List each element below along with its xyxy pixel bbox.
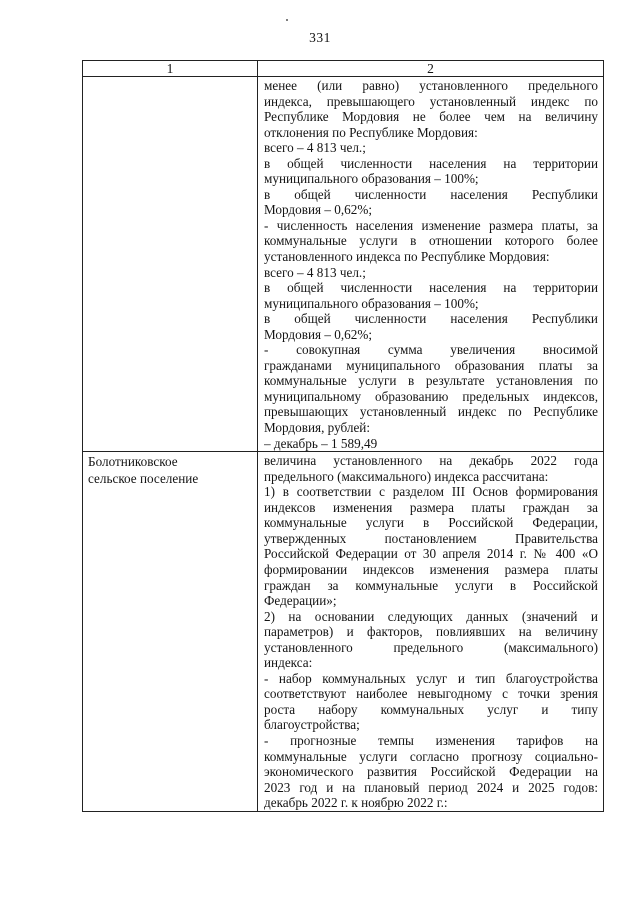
text-line: соответствуют наиболее невыгодному с точки зрения: [264, 686, 598, 702]
text-line: - прогнозные темпы изменения тарифов на: [264, 732, 598, 748]
text-line: в общей численности населения на территории: [264, 280, 598, 296]
text-line: 2) на основании следующих данных (значений и: [264, 608, 598, 624]
text-line: Мордовия, рублей:: [264, 420, 371, 436]
text-line: превышающих установленный индекс по Республике: [264, 404, 598, 420]
text-line: муниципального образования – 100%;: [264, 295, 479, 311]
text-line: роста набору коммунальных услуг и типу: [264, 701, 598, 717]
description-cell: [258, 77, 604, 452]
text-line: коммунальные услуги согласно прогнозу социально-: [264, 748, 598, 764]
text-line: экономического развития Российской Федерации на: [264, 764, 598, 780]
municipality-cell: [83, 452, 258, 812]
column-header-2: 2: [258, 61, 604, 77]
text-line: формировании индексов изменения размера платы: [264, 561, 598, 577]
text-line: предельного (максимального) индекса рассчитана:: [264, 468, 549, 484]
description-cell: [258, 452, 604, 812]
municipality-name: [83, 77, 257, 79]
table-header-row: [83, 61, 604, 77]
page-number: 331: [309, 30, 331, 45]
text-line: 1) в соответствии с разделом III Основ формирования: [264, 484, 598, 500]
text-line: - набор коммунальных услуг и тип благоустройства: [264, 670, 598, 686]
text-line: 2023 год и на плановый период 2024 и 2025 годов:: [264, 779, 598, 795]
column-header-1: 1: [83, 61, 258, 77]
text-line: в общей численности населения на территории: [264, 155, 598, 171]
text-line: Мордовия – 0,62%;: [264, 202, 372, 218]
text-line: коммунальные услуги в результате установления по: [264, 373, 598, 389]
text-line: коммунальные услуги в отношении которого более: [264, 233, 598, 249]
text-line: Российской Федерации от 30 апреля 2014 г. № 400 «О: [264, 546, 598, 562]
text-line: в общей численности населения Республики: [264, 186, 598, 202]
text-line: индексов изменения размера платы граждан за: [264, 499, 598, 515]
text-line: муниципальному образованию предельных индексов,: [264, 388, 598, 404]
municipality-name: [83, 452, 257, 487]
text-line: гражданами муниципального образования платы за: [264, 357, 598, 373]
text-line: муниципального образования – 100%;: [264, 171, 479, 187]
text-line: – декабрь – 1 589,49: [264, 435, 378, 451]
municipality-name-line: сельское поселение: [88, 470, 199, 486]
text-line: декабрь 2022 г. к ноябрю 2022 г.:: [264, 795, 448, 811]
text-line: благоустройства;: [264, 717, 360, 733]
description-text: [258, 77, 603, 451]
text-line: коммунальные услуги в Российской Федерации,: [264, 515, 598, 531]
text-line: величина установленного на декабрь 2022 года: [264, 453, 598, 469]
text-line: в общей численности населения Республики: [264, 311, 598, 327]
text-line: Республике Мордовия не более чем на величину: [264, 109, 598, 125]
text-line: параметров) и факторов, повлиявших на величину: [264, 624, 598, 640]
municipality-name-line: Болотниковское: [88, 454, 178, 470]
text-line: утвержденных постановлением Правительства: [264, 530, 598, 546]
text-line: менее (или равно) установленного предельного: [264, 78, 598, 93]
text-line: Мордовия – 0,62%;: [264, 326, 372, 342]
text-line: - совокупная сумма увеличения вносимой: [264, 342, 598, 358]
text-line: всего – 4 813 чел.;: [264, 264, 366, 280]
text-line: всего – 4 813 чел.;: [264, 140, 366, 156]
text-line: отклонения по Республике Мордовия:: [264, 124, 478, 140]
text-line: установленного индекса по Республике Мордовия:: [264, 249, 550, 265]
document-table: [82, 60, 604, 812]
municipality-cell: [83, 77, 258, 452]
description-text: [258, 452, 603, 811]
scan-speck: [286, 19, 288, 21]
text-line: граждан за коммунальные услуги в Российской: [264, 577, 598, 593]
table-row: [83, 452, 604, 812]
table-row: [83, 77, 604, 452]
text-line: Федерации»;: [264, 593, 337, 609]
text-line: - численность населения изменение размера платы, за: [264, 217, 598, 233]
text-line: индекса, превышающего установленный индекс по: [264, 93, 598, 109]
text-line: индекса:: [264, 655, 313, 671]
text-line: установленного предельного (максимального): [264, 639, 598, 655]
